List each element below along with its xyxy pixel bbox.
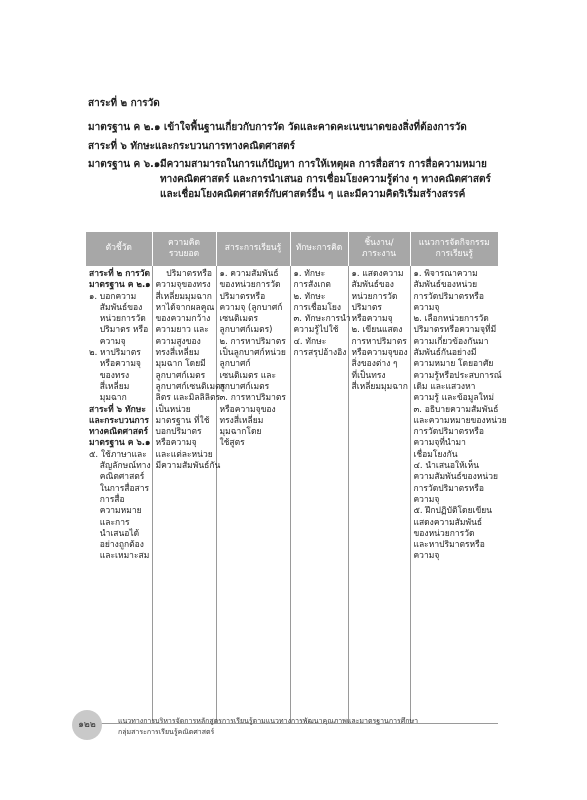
task-line: หรือความจุ [351,314,393,325]
indicator-line: สาระที่ ๒ การวัด [89,269,150,279]
skill-line: ๔. ทักษะ [293,336,327,347]
activities-cell [410,266,507,724]
content-line: ๒. การหาปริมาตร [219,336,286,347]
indicator-line: หน่วยการวัด [89,314,146,325]
activity-line: และความหมายของหน่วย [413,415,507,426]
indicator-line: มาตรฐาน ค ๒.๑ [89,280,151,291]
activity-line: ความหมาย โดยอาศัย [413,359,494,370]
learning-plan-table [86,232,507,724]
task-line: หรือความจุของ [351,348,408,359]
standard-c61-body [160,157,505,202]
activity-line: ความรู้หรือประสบการณ์ [413,370,502,381]
tasks-cell [348,266,410,724]
content-line: ของหน่วยการวัด [219,280,281,291]
activity-line: ความเกี่ยวข้องกันมา [413,336,489,347]
skills-cell [290,266,351,724]
activity-line: การวัดปริมาตรหรือ [413,291,484,302]
column-header-content: สาระการเรียนรู้ [216,232,290,266]
content-line: ปริมาตรหรือ [219,291,266,302]
concept-line: หรือความจุ [155,438,197,449]
activity-line: ความสัมพันธ์ของหน่วย [413,472,498,483]
column-header-activities: แนวการจัดกิจกรรม การเรียนรู้ [410,232,498,266]
skill-line: การเชื่อมโยง [293,302,342,313]
concept-line: ลูกบาศก์เมตร [155,370,206,381]
skill-line: การสรุปอ้างอิง [293,348,347,359]
indicator-line: การสื่อ [89,494,125,505]
table-header-row [86,232,498,266]
indicator-line: หรือความจุ [89,359,141,370]
column-header-tasks: ชิ้นงาน/ ภาระงาน [348,232,410,266]
content-line: เซนติเมตร และ [219,370,277,381]
indicator-line: คณิตศาสตร์ [89,472,145,483]
activity-line: การวัดปริมาตรหรือ [413,427,484,438]
strand-2-title: สาระที่ ๒ การวัด [88,98,160,109]
indicator-line: ทางคณิตศาสตร์ [89,427,149,438]
concept-line: มาตรฐาน ที่ใช้ [155,415,210,426]
content-line: ใช้สูตร [219,438,245,449]
concept-line: บอกปริมาตร [155,427,202,438]
task-line: ๑. แสดงความ [351,269,404,279]
activity-line: ของหน่วยการวัด [413,528,475,539]
activity-line: ความจุ [413,494,440,505]
concept-line: ลิตร และมิลลิลิตร [155,393,221,404]
content-line: ความจุ (ลูกบาศก์ [219,302,283,313]
activity-line: ความจุ [413,302,440,313]
content-line: หรือความจุของ [219,404,276,415]
activity-line: ๑. พิจารณาความ [413,269,478,279]
activity-line: ความจุ [413,551,440,562]
content-line: ๓. การหาปริมาตร [219,393,286,404]
activity-line: เชื่อมโยงกัน [413,449,458,460]
activity-line: ๔. นำเสนอให้เห็น [413,461,480,472]
standard-c61-line: ทางคณิตศาสตร์ และการนำเสนอ การเชื่อมโยงความรู้ต่าง ๆ ทางคณิตศาสตร์ [160,174,491,185]
concept-line: หาได้จากผลคูณ [155,302,215,313]
indicator-line: ของทรง [89,370,130,381]
indicator-line: ในการสื่อสาร [89,483,150,494]
activity-line: ๓. อธิบายความสัมพันธ์ [413,404,499,415]
indicator-line: ความหมาย [89,506,142,517]
concept-line: ทรงสี่เหลี่ยม [155,348,200,359]
concept-line: ความยาว และ [155,325,209,336]
indicator-line: ๕. ใช้ภาษาและ [89,449,147,460]
concept-line: มุมฉาก โดยมี [155,359,206,370]
task-line: สิ่งของต่าง ๆ [351,359,398,370]
content-line: ลูกบาศก์เมตร) [219,325,273,336]
content-line: เป็นลูกบาศก์หน่วย [219,348,286,359]
concept-line: ความสูงของ [155,336,201,347]
activity-line: สัมพันธ์ของหน่วย [413,280,478,291]
skill-line: ๑. ทักษะ [293,269,326,279]
table-row [86,266,498,724]
activity-line: ปริมาตรหรือความจุที่มี [413,325,497,336]
activity-line: ๕. ฝึกปฏิบัติโดยเขียน [413,506,493,517]
column-header-concept: ความคิด รวบยอด [152,232,216,266]
column-header-indicators: ตัวชี้วัด [86,232,152,266]
skill-line: ความรู้ไปใช้ [293,325,339,336]
standard-c61-label: มาตรฐาน ค ๖.๑ [88,159,161,170]
activity-line: สัมพันธ์กันอย่างมี [413,348,477,359]
skill-line: การสังเกต [293,280,331,291]
column-header-skills: ทักษะการคิด [290,232,348,266]
task-line: การหาปริมาตร [351,336,407,347]
content-line: ลูกบาศก์เมตร [219,381,270,392]
activity-line: ๒. เลือกหน่วยการวัด [413,314,489,325]
activity-line: ความจุที่นำมา [413,438,466,449]
indicator-line: สัมพันธ์ของ [89,302,143,313]
indicator-line: มุมฉาก [89,393,127,404]
concept-line: ความจุของทรง [155,280,211,291]
indicators-cell [86,266,152,724]
indicator-line: อย่างถูกต้อง [89,540,144,551]
task-line: หน่วยการวัด [351,291,398,302]
concept-line: มีความสัมพันธ์กัน [155,461,221,472]
indicator-line: สี่เหลี่ยม [89,381,130,392]
standard-c61-line: มีความสามารถในการแก้ปัญหา การให้เหตุผล การสื่อสาร การสื่อความหมาย [160,159,487,170]
concept-line: เป็นหน่วย [155,404,191,415]
skill-line: ๓. ทักษะการนำ [293,314,351,325]
task-line: ปริมาตร [351,302,382,313]
task-line: สัมพันธ์ของ [351,280,394,291]
indicator-line: สัญลักษณ์ทาง [89,461,151,472]
indicator-line: สาระที่ ๖ ทักษะ [89,404,146,415]
indicator-line: และการ [89,517,130,528]
indicator-line: ๑. บอกความ [89,291,137,302]
indicator-line: ๒. หาปริมาตร [89,348,141,359]
activity-line: และหาปริมาตรหรือ [413,540,485,551]
strand-6-title: สาระที่ ๖ ทักษะและกระบวนการทางคณิตศาสตร์ [88,141,296,152]
footer-title: แนวทางการบริหารจัดการหลักสูตรการเรียนรู้ตามแนวทางการพัฒนาคุณภาพและมาตรฐานการศึกษา [118,717,418,725]
indicator-line: ความจุ [89,336,126,347]
standard-c21-text: มาตรฐาน ค ๒.๑ เข้าใจพื้นฐานเกี่ยวกับการวัด วัดและคาดคะเนขนาดของสิ่งที่ต้องการวัด [88,122,467,133]
content-line: ทรงสี่เหลี่ยม [219,415,264,426]
indicator-line: นำเสนอได้ [89,528,140,539]
content-line: ลูกบาศก์ [219,359,251,370]
task-line: ที่เป็นทรง [351,370,386,381]
task-line: สี่เหลี่ยมมุมฉาก [351,381,408,392]
indicator-line: และกระบวนการ [89,415,149,426]
content-line: ๑. ความสัมพันธ์ [219,269,279,279]
concept-line: ปริมาตรหรือ [155,269,213,279]
content-cell [216,266,290,724]
task-line: ๒. เขียนแสดง [351,325,403,336]
concept-line: และแต่ละหน่วย [155,449,213,460]
activity-line: แสดงความสัมพันธ์ [413,517,483,528]
content-line: มุมฉากโดย [219,427,262,438]
activity-line: เดิม และแสวงหา [413,381,476,392]
standard-c61-line: และเชื่อมโยงคณิตศาสตร์กับศาสตร์อื่น ๆ และมีความคิดริเริ่มสร้างสรรค์ [160,189,466,200]
page-number: ๑๒๒ [72,710,102,740]
concept-line: สี่เหลี่ยมมุมฉาก [155,291,212,302]
indicator-line: มาตรฐาน ค ๖.๑ [89,438,151,449]
footer-subtitle: กลุ่มสาระการเรียนรู้คณิตศาสตร์ [118,728,215,736]
skill-line: ๒. ทักษะ [293,291,326,302]
activity-line: การวัดปริมาตรหรือ [413,483,484,494]
concept-line: ลูกบาศก์เซนติเมตร [155,381,226,392]
indicator-line: ปริมาตร หรือ [89,325,149,336]
indicator-line: และเหมาะสม [89,551,150,562]
concept-line: ของความกว้าง [155,314,211,325]
concept-cell [152,266,226,724]
content-line: เซนติเมตร [219,314,259,325]
activity-line: ความรู้ และข้อมูลใหม่ [413,393,494,404]
